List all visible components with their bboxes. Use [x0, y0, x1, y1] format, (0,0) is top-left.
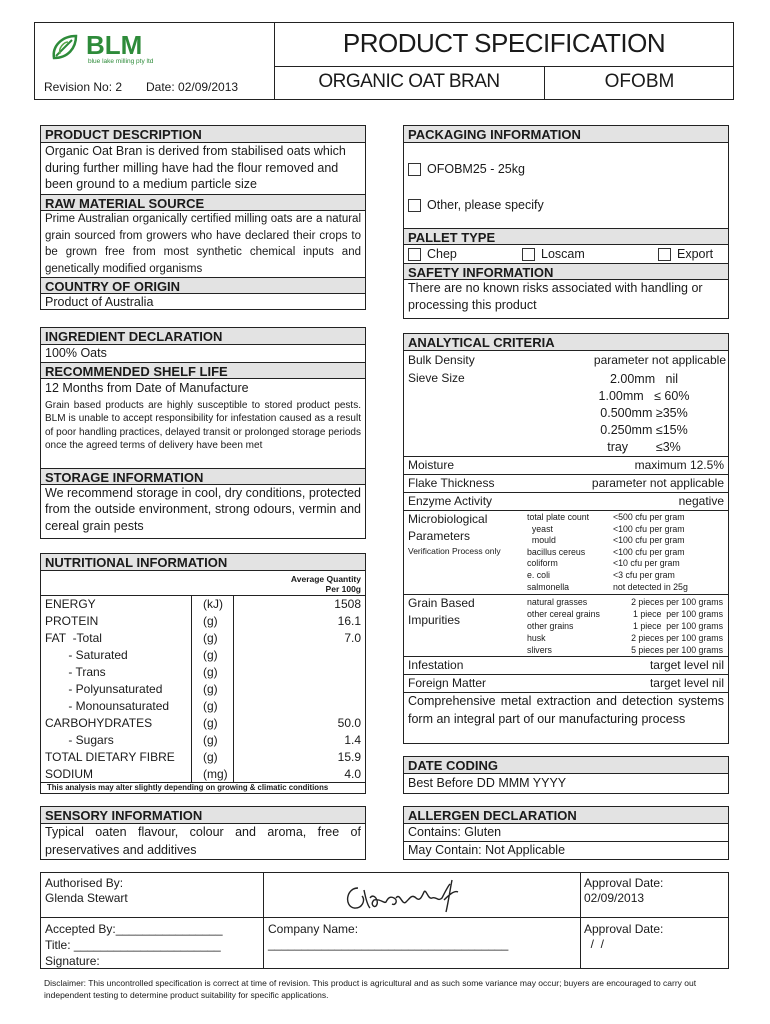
pallet-options — [404, 245, 728, 263]
raw-material-heading: RAW MATERIAL SOURCE — [41, 194, 365, 211]
nutrition-value: 1.4 — [344, 733, 361, 747]
analytical-heading: ANALYTICAL CRITERIA — [404, 334, 728, 351]
date-coding-heading: DATE CODING — [404, 757, 728, 774]
nutrition-box — [40, 553, 366, 794]
sieve-value: 0.250mm ≤15% — [600, 423, 688, 437]
accepted-by-field[interactable]: Accepted By:________________ — [45, 922, 223, 936]
authorised-by-name: Glenda Stewart — [45, 891, 128, 905]
pallet-chep[interactable] — [408, 246, 457, 263]
grain-row-item — [527, 632, 727, 644]
approval-div-v2 — [580, 872, 581, 969]
pallet-loscam[interactable] — [522, 246, 585, 263]
allergen-may-contain: May Contain: Not Applicable — [408, 843, 566, 857]
moisture-label: Moisture — [408, 458, 455, 472]
product-description-heading: PRODUCT DESCRIPTION — [41, 126, 365, 143]
micro-name: e. coli — [527, 569, 550, 580]
nutrition-name: SODIUM — [45, 767, 93, 781]
nutrition-unit: (g) — [203, 699, 218, 713]
shelf-life-text: 12 Months from Date of Manufacture — [45, 380, 249, 395]
micro-name: yeast — [527, 523, 553, 534]
foreign-label: Foreign Matter — [408, 676, 487, 690]
micro-row-item — [527, 535, 727, 547]
disclaimer: Disclaimer: This uncontrolled specification is correct at time of revision. This product is agricultural and as such some variance may occur; buyers are encouraged to carry out independent testing to determine product suitability for specific applications. — [44, 978, 697, 1000]
country-text: Product of Australia — [45, 295, 154, 309]
checkbox-other[interactable] — [408, 199, 421, 212]
ingredient-heading: INGREDIENT DECLARATION — [41, 328, 365, 345]
grain-rows — [527, 596, 727, 656]
micro-row-item — [527, 547, 727, 559]
nutrition-name: - Trans — [45, 665, 106, 679]
grain-value: 1 piece per 100 grams — [633, 609, 723, 619]
foreign-value: target level nil — [649, 676, 724, 690]
approval-date-label-2: Approval Date: — [584, 922, 664, 936]
packaging-heading: PACKAGING INFORMATION — [404, 126, 728, 143]
approval-div-v1 — [263, 872, 264, 969]
raw-material-text: Prime Australian organically certified milling oats are a natural grain sourced from growers who have declared their crops to be grown free from most synthetic chemical inputs and genetically modified organisms — [45, 213, 361, 275]
nutrition-name: TOTAL DIETARY FIBRE — [45, 750, 175, 764]
avg-qty-label: Average Quantity — [290, 574, 361, 584]
safety-text: There are no known risks associated with handling or processing this product — [408, 281, 703, 312]
flake-label: Flake Thickness — [408, 476, 495, 490]
nutrition-row — [41, 596, 365, 613]
micro-row-item — [527, 512, 727, 524]
nutrition-unit: (g) — [203, 733, 218, 747]
micro-rows — [527, 512, 727, 593]
grain-value: 1 piece per 100 grams — [633, 621, 723, 631]
sensory-text: Typical oaten flavour, colour and aroma, free of preservatives and additives — [45, 825, 361, 857]
date-coding-box — [403, 756, 729, 794]
storage-text: We recommend storage in cool, dry conditions, protected from the outside environment, strong odours, vermin and cereal grain pests — [45, 485, 361, 533]
nutrition-row — [41, 613, 365, 630]
nutrition-name: - Monounsaturated — [45, 699, 170, 713]
grain-value: 2 pieces per 100 grams — [631, 597, 723, 607]
per-100g-label: Per 100g — [325, 584, 361, 594]
grain-name: other grains — [527, 621, 574, 631]
pallet-export[interactable] — [658, 246, 713, 263]
pallet-loscam-label: Loscam — [541, 247, 585, 261]
company-name-field[interactable]: ____________________________________ — [268, 937, 509, 951]
nutrition-unit: (g) — [203, 614, 218, 628]
nutrition-name: FAT -Total — [45, 631, 102, 645]
micro-row-item — [527, 524, 727, 536]
checkbox-loscam[interactable] — [522, 248, 535, 261]
packaging-option-other[interactable] — [404, 197, 728, 214]
nutrition-row — [41, 630, 365, 647]
allergen-box — [403, 806, 729, 860]
micro-value: <100 cfu per gram — [613, 535, 685, 546]
company-name-label: Company Name: — [268, 922, 359, 936]
sensory-heading: SENSORY INFORMATION — [41, 807, 365, 824]
nutrition-heading: NUTRITIONAL INFORMATION — [41, 554, 365, 571]
micro-label2: Parameters — [408, 529, 471, 543]
grain-name: other cereal grains — [527, 609, 600, 619]
enzyme-row — [404, 492, 728, 510]
ingredient-box — [40, 327, 366, 539]
document-title: PRODUCT SPECIFICATION — [342, 28, 666, 58]
nutrition-unit: (g) — [203, 631, 218, 645]
safety-heading: SAFETY INFORMATION — [404, 263, 728, 280]
infestation-row — [404, 656, 728, 674]
product-name: ORGANIC OAT BRAN — [318, 71, 500, 92]
nutrition-row — [41, 698, 365, 715]
approval-date-value: 02/09/2013 — [584, 891, 645, 905]
analytical-box — [403, 333, 729, 744]
sieve-value: 0.500mm ≥35% — [600, 406, 688, 420]
nutrition-value: 15.9 — [337, 750, 361, 764]
checkbox-chep[interactable] — [408, 248, 421, 261]
nutrition-row — [41, 664, 365, 681]
nutrition-unit: (g) — [203, 682, 218, 696]
nutrition-value: 1508 — [334, 597, 361, 611]
nutrition-name: CARBOHYDRATES — [45, 716, 153, 730]
impurities-label: Impurities — [408, 613, 461, 627]
sieve-value: tray ≤3% — [607, 440, 681, 454]
micro-row — [404, 510, 728, 594]
nutrition-row — [41, 647, 365, 664]
micro-label: Microbiological — [408, 512, 488, 526]
authorised-by-label: Authorised By: — [45, 876, 124, 890]
allergen-contains: Contains: Gluten — [404, 824, 728, 842]
nutrition-footnote: This analysis may alter slightly depending on growing & climatic conditions — [47, 783, 329, 792]
nutrition-unit: (g) — [203, 665, 218, 679]
grain-label: Grain Based — [408, 596, 475, 610]
micro-value: <10 cfu per gram — [613, 558, 680, 569]
nutrition-value: 16.1 — [337, 614, 361, 628]
packaging-box — [403, 125, 729, 319]
pallet-chep-label: Chep — [427, 247, 457, 261]
nutrition-unit: (g) — [203, 648, 218, 662]
grain-name: husk — [527, 633, 546, 643]
bulk-density-row — [408, 353, 726, 367]
sieve-size-label: Sieve Size — [408, 371, 465, 385]
micro-row-item — [527, 582, 727, 594]
allergen-heading: ALLERGEN DECLARATION — [404, 807, 728, 824]
metal-detection-text: Comprehensive metal extraction and detection systems form an integral part of our manufacturing process — [404, 692, 728, 728]
approval-div-h — [40, 917, 729, 918]
nutrition-rows — [41, 596, 365, 782]
grain-row-item — [527, 608, 727, 620]
enzyme-label: Enzyme Activity — [408, 494, 493, 508]
nutrition-row — [41, 681, 365, 698]
sensory-box — [40, 806, 366, 860]
grain-name: slivers — [527, 645, 552, 655]
micro-name: salmonella — [527, 581, 570, 592]
micro-row-item — [527, 570, 727, 582]
enzyme-value: negative — [678, 494, 724, 508]
revision-number: Revision No: 2 — [44, 80, 123, 94]
approval-date-label: Approval Date: — [584, 876, 664, 890]
grain-row-item — [527, 596, 727, 608]
grain-row-item — [527, 644, 727, 656]
flake-value: parameter not applicable — [591, 476, 724, 490]
nutrition-unit: (kJ) — [203, 597, 223, 611]
nutrition-value: 7.0 — [344, 631, 361, 645]
sieve-values — [564, 371, 724, 456]
nutrition-name: - Polyunsaturated — [45, 682, 163, 696]
country-heading: COUNTRY OF ORIGIN — [41, 277, 365, 294]
nutrition-name: - Sugars — [45, 733, 114, 747]
micro-value: <500 cfu per gram — [613, 512, 685, 522]
header-divider-h — [274, 66, 734, 67]
moisture-row — [404, 456, 728, 474]
signature-image — [340, 876, 470, 916]
packaging-option-25kg[interactable] — [404, 161, 728, 178]
moisture-value: maximum 12.5% — [634, 458, 724, 472]
pallet-heading: PALLET TYPE — [404, 228, 728, 245]
nutrition-name: - Saturated — [45, 648, 128, 662]
micro-name: total plate count — [527, 512, 590, 522]
sieve-value: 1.00mm ≤ 60% — [598, 389, 690, 403]
description-box — [40, 125, 366, 310]
nutrition-row — [41, 766, 365, 783]
shelf-life-note: Grain based products are highly susceptible to stored product pests. BLM is unable to accept responsibility for infestation caused as a result of poor handling practices, delayed transit or prolonged storage periods once the agreed terms of delivery have been met — [45, 399, 361, 452]
bulk-density-value: parameter not applicable — [593, 353, 726, 367]
checkbox-export[interactable] — [658, 248, 671, 261]
nutrition-row — [41, 749, 365, 766]
micro-value: <100 cfu per gram — [613, 523, 685, 534]
flake-row — [404, 474, 728, 492]
nutrition-row — [41, 715, 365, 732]
shelf-life-heading: RECOMMENDED SHELF LIFE — [41, 362, 365, 379]
micro-name: coliform — [527, 558, 558, 569]
company-logo — [46, 28, 156, 68]
nutrition-row — [41, 732, 365, 749]
ingredient-text: 100% Oats — [45, 346, 107, 360]
micro-value: not detected in 25g — [613, 581, 688, 592]
infestation-value: target level nil — [649, 658, 724, 672]
nutrition-value: 4.0 — [344, 767, 361, 781]
nutrition-unit: (mg) — [203, 767, 228, 781]
grain-value: 5 pieces per 100 grams — [631, 645, 723, 655]
approval-date-field-2[interactable]: / / — [584, 937, 605, 951]
revision-date: Date: 02/09/2013 — [146, 80, 239, 94]
product-code: OFOBM — [604, 71, 675, 92]
sieve-value: 2.00mm nil — [609, 372, 679, 386]
pallet-export-label: Export — [677, 247, 714, 261]
packaging-option1-label: OFOBM25 - 25kg — [427, 162, 525, 176]
grain-row-item — [527, 620, 727, 632]
grain-name: natural grasses — [527, 597, 588, 607]
micro-name: bacillus cereus — [527, 546, 586, 557]
grain-value: 2 pieces per 100 grams — [631, 633, 723, 643]
foreign-row — [404, 674, 728, 692]
grain-row — [404, 594, 728, 656]
logo-subtext: blue lake milling pty ltd — [88, 58, 154, 65]
nutrition-unit: (g) — [203, 750, 218, 764]
product-description-text: Organic Oat Bran is derived from stabilised oats which during further milling have had the flour removed and been ground to a medium particle size — [45, 144, 346, 191]
bulk-density-label: Bulk Density — [408, 353, 475, 367]
logo-text: BLM — [86, 30, 143, 60]
micro-value: <100 cfu per gram — [613, 546, 685, 557]
title-field[interactable]: Title: ______________________ — [45, 938, 221, 952]
micro-value: <3 cfu per gram — [613, 569, 675, 580]
infestation-label: Infestation — [408, 658, 464, 672]
micro-name: mould — [527, 535, 556, 546]
signature-field[interactable]: Signature: — [45, 954, 100, 968]
date-coding-text: Best Before DD MMM YYYY — [408, 776, 567, 790]
verification-label: Verification Process only — [408, 546, 501, 556]
nutrition-name: PROTEIN — [45, 614, 99, 628]
nutrition-name: ENERGY — [45, 597, 96, 611]
micro-row-item — [527, 558, 727, 570]
checkbox-ofobm25[interactable] — [408, 163, 421, 176]
storage-heading: STORAGE INFORMATION — [41, 468, 365, 485]
nutrition-unit: (g) — [203, 716, 218, 730]
nutrition-value: 50.0 — [337, 716, 361, 730]
packaging-option2-label: Other, please specify — [427, 197, 544, 212]
